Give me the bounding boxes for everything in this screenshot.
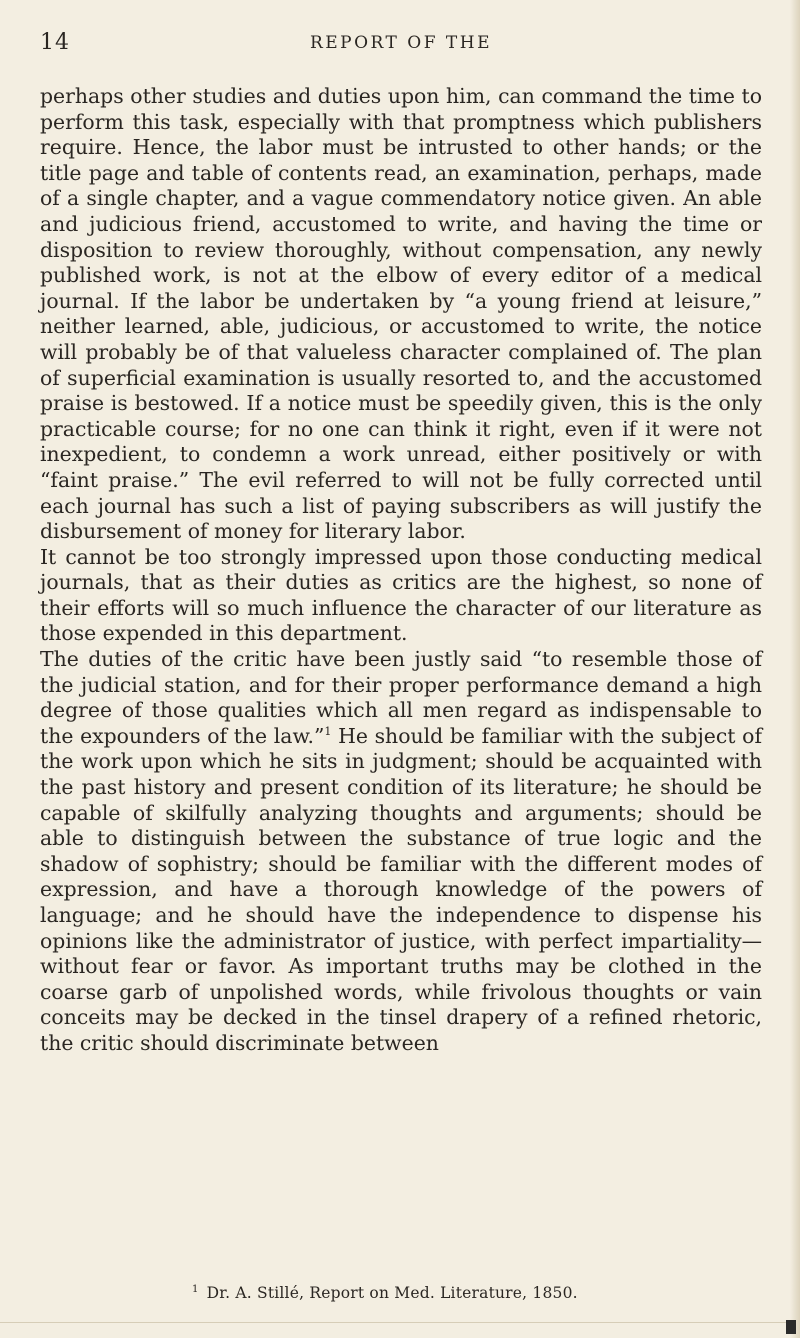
paragraph-2: It cannot be too strongly impressed upon those conducting medical journals, that as their duties as critics are the highest, so none of their efforts will so much influence the character of our literature as those expended in this department. xyxy=(40,544,762,646)
footnote-reference: 1 xyxy=(324,725,332,739)
paragraph-3 xyxy=(40,647,762,1057)
footnote-text: Dr. A. Stillé, Report on Med. Literature, 1850. xyxy=(206,1284,578,1302)
running-head xyxy=(40,30,762,60)
body-text xyxy=(40,84,762,1057)
paragraph-3-text-b: He should be familiar with the subject of the work upon which he sits in judgment; should be acquainted with the past history and present condition of its literature; he should be capable of skilfully analyzing thoughts and arguments; should be able to distinguish between the substance of true logic and the shadow of sophistry; should be familiar with the different modes of expression, and have a thorough knowledge of the powers of language; and he should have the independence to dispense his opinions like the administrator of justice, with perfect impartiality—without fear or favor. As important truths may be clothed in the coarse garb of unpolished words, while frivolous thoughts or vain conceits may be decked in the tinsel drapery of a refined rhetoric, the critic should discriminate between xyxy=(40,723,762,1055)
paragraph-3-text-a: The duties of the critic have been justly said “to resemble those of the judicial station, and for their proper performance demand a high degree of those qualities which all men regard as indispensable to the expounders of the law.” xyxy=(40,647,762,748)
scan-corner-mark xyxy=(786,1320,796,1334)
footnote xyxy=(192,1284,578,1302)
running-title: REPORT OF THE xyxy=(309,33,493,53)
page-number: 14 xyxy=(40,30,70,55)
page-bottom-edge xyxy=(0,1322,790,1323)
page-right-edge xyxy=(790,0,800,1338)
footnote-number: 1 xyxy=(192,1283,199,1295)
paragraph-1: perhaps other studies and duties upon him, can command the time to perform this task, especially with that promptness which publishers require. Hence, the labor must be intrusted to other hands; or the title page and table of contents read, an examination, perhaps, made of a single chapter, and a vague commendatory notice given. An able and judicious friend, accustomed to write, and having the time or disposition to review thoroughly, without compensation, any newly published work, is not at the elbow of every editor of a medical journal. If the labor be undertaken by “a young friend at leisure,” neither learned, able, judicious, or accustomed to write, the notice will probably be of that valueless character complained of. The plan of superficial examination is usually resorted to, and the accustomed praise is bestowed. If a notice must be speedily given, this is the only practicable course; for no one can think it right, even if it were not inexpedient, to condemn a work unread, either positively or with “faint praise.” The evil referred to will not be fully corrected until each journal has such a list of paying subscribers as will justify the disbursement of money for literary labor. xyxy=(40,84,762,544)
